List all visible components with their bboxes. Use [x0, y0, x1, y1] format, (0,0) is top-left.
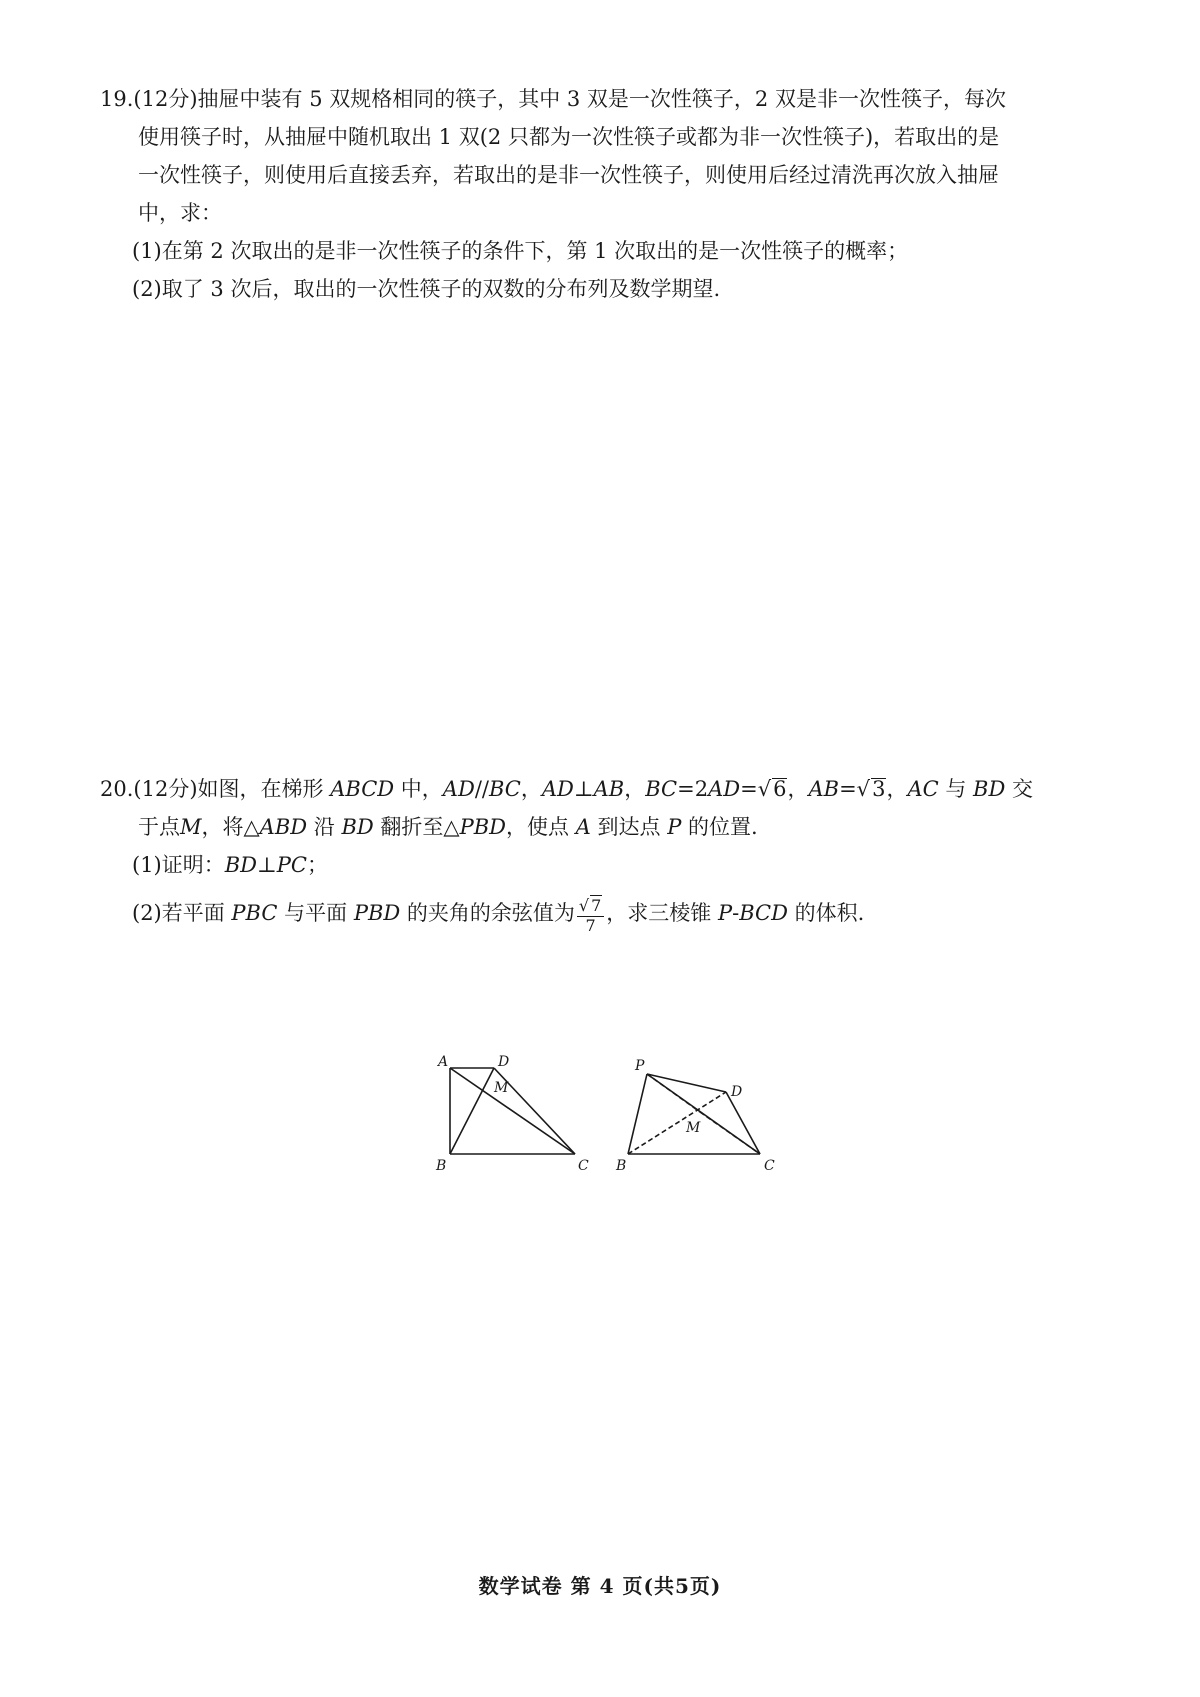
- label-A: A: [438, 1054, 449, 1070]
- q19-part-1: (1)在第 2 次取出的是非一次性筷子的条件下，第 1 次取出的是一次性筷子的概率；: [132, 239, 909, 263]
- label-M2: M: [686, 1120, 701, 1136]
- trapezoid-figure: [450, 1068, 575, 1154]
- label-C: C: [578, 1158, 589, 1174]
- figures: [430, 1040, 810, 1175]
- segment-DC: [726, 1092, 760, 1154]
- q19-line-4: 中，求：: [138, 201, 222, 225]
- q19-number: 19.: [100, 87, 134, 111]
- q20-line-2: 于点M，将△ABD 沿 BD 翻折至△PBD，使点 A 到达点 P 的位置.: [138, 815, 758, 839]
- q20-line-1: 20.(12分)如图，在梯形 ABCD 中，AD//BC，AD⊥AB，BC=2AD=√6，AB=√3，AC 与 BD 交: [100, 777, 1033, 801]
- segment-BD: [450, 1068, 494, 1154]
- q19-line-1: 19.(12分)抽屉中装有 5 双规格相同的筷子，其中 3 双是一次性筷子，2 双是非一次性筷子，每次: [100, 87, 1006, 111]
- segment-AC: [450, 1068, 575, 1154]
- label-C2: C: [764, 1158, 775, 1174]
- q20-part-1: (1)证明：BD⊥PC；: [132, 853, 328, 877]
- q19-part-2: (2)取了 3 次后，取出的一次性筷子的双数的分布列及数学期望.: [132, 277, 721, 301]
- geometry-figures: [430, 1040, 810, 1175]
- label-B: B: [436, 1158, 447, 1174]
- q19-line-3: 一次性筷子，则使用后直接丢弃，若取出的是非一次性筷子，则使用后经过清洗再次放入抽屉: [138, 163, 999, 187]
- question-19: [100, 80, 1110, 308]
- label-B2: B: [616, 1158, 627, 1174]
- label-D2: D: [731, 1084, 743, 1100]
- segment-BD-dashed: [628, 1092, 726, 1154]
- q19-line-2: 使用筷子时，从抽屉中随机取出 1 双(2 只都为一次性筷子或都为非一次性筷子)，若取出的是: [138, 125, 1000, 149]
- q20-number: 20.: [100, 777, 134, 801]
- q19-score: (12分): [133, 87, 198, 111]
- q20-score: (12分): [133, 777, 198, 801]
- page-footer: 数学试卷 第 4 页(共5页): [478, 1574, 722, 1598]
- q20-part-2: (2)若平面 PBC 与平面 PBD 的夹角的余弦值为 $\frac{√ 7}{7}$ ，求三棱锥 P-BCD 的体积.: [132, 895, 865, 935]
- question-20: [100, 770, 1110, 935]
- cosine-fraction: $\frac{√ 7}{7}$: [577, 895, 604, 935]
- label-P: P: [635, 1058, 645, 1074]
- segment-PB: [628, 1074, 647, 1154]
- label-D: D: [498, 1054, 510, 1070]
- label-M: M: [494, 1080, 509, 1096]
